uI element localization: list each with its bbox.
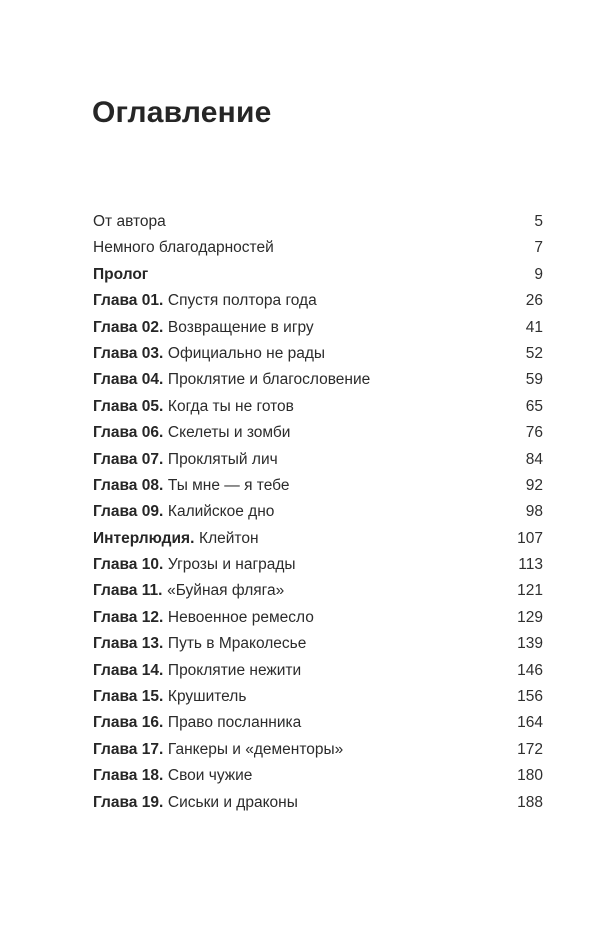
toc-entry-title: Калийское дно bbox=[167, 503, 275, 521]
toc-entry-title: Немного благодарностей bbox=[93, 239, 274, 257]
toc-entry-title: Угрозы и награды bbox=[167, 556, 296, 574]
toc-entry-prefix: Глава 07. bbox=[93, 450, 164, 468]
toc-entry-label bbox=[93, 578, 505, 604]
toc-entry-label bbox=[93, 235, 522, 261]
toc-entry bbox=[93, 235, 543, 261]
toc-entry-title: Путь в Мраколесье bbox=[167, 635, 307, 653]
toc-entry-prefix: Глава 16. bbox=[93, 714, 164, 732]
toc-entry-label bbox=[93, 605, 505, 631]
toc-entry-label bbox=[93, 394, 514, 420]
toc-entry-page-number: 9 bbox=[534, 265, 543, 283]
toc-entry-label bbox=[93, 684, 505, 710]
toc-entry bbox=[93, 315, 543, 341]
toc-entry-prefix: Глава 06. bbox=[93, 424, 164, 442]
toc-entry-page-number: 164 bbox=[517, 714, 543, 732]
toc-entry-title: Спустя полтора года bbox=[167, 292, 317, 310]
toc-entry-page-number: 76 bbox=[525, 424, 543, 442]
toc-entry-title: Проклятие и благословение bbox=[167, 371, 371, 389]
toc-entry-label bbox=[93, 499, 514, 525]
toc-entry-prefix: Глава 15. bbox=[93, 688, 164, 706]
toc-entry-prefix: Глава 04. bbox=[93, 371, 164, 389]
toc-entry-page-number: 59 bbox=[525, 371, 543, 389]
toc-entry-prefix: Глава 13. bbox=[93, 635, 164, 653]
toc-entry-label bbox=[93, 658, 505, 684]
toc-entry bbox=[93, 605, 543, 631]
toc-entry-title: Крушитель bbox=[167, 688, 247, 706]
toc-entry-label bbox=[93, 447, 514, 473]
toc-entry-label bbox=[93, 473, 514, 499]
toc-entry-page-number: 84 bbox=[525, 450, 543, 468]
toc-entry-page-number: 5 bbox=[534, 213, 543, 230]
toc-entry-page-number: 92 bbox=[525, 476, 543, 494]
toc-entry-prefix: Глава 01. bbox=[93, 292, 164, 310]
toc-entry-title: Скелеты и зомби bbox=[167, 424, 291, 442]
toc-entry bbox=[93, 737, 543, 763]
toc-entry-page-number: 98 bbox=[525, 503, 543, 521]
toc-entry bbox=[93, 447, 543, 473]
toc-entry-prefix: Глава 17. bbox=[93, 740, 164, 758]
toc-entry-title: Свои чужие bbox=[167, 767, 253, 785]
toc-entry-label bbox=[93, 288, 514, 314]
toc-entry-prefix: Глава 19. bbox=[93, 793, 164, 811]
toc-entry-prefix: Глава 12. bbox=[93, 608, 164, 626]
toc-entry bbox=[93, 578, 543, 604]
toc-entry bbox=[93, 420, 543, 446]
toc-entry-title: Возвращение в игру bbox=[167, 318, 314, 336]
toc-entry bbox=[93, 499, 543, 525]
toc-entry-prefix: Глава 14. bbox=[93, 661, 164, 679]
toc-entry-page-number: 41 bbox=[525, 318, 543, 336]
toc-list bbox=[93, 209, 543, 816]
toc-entry-label bbox=[93, 526, 505, 552]
toc-entry-title: «Буйная фляга» bbox=[167, 582, 285, 600]
toc-entry-page-number: 139 bbox=[517, 635, 543, 653]
toc-entry-page-number: 52 bbox=[525, 344, 543, 362]
toc-entry-page-number: 188 bbox=[517, 793, 543, 811]
toc-entry-prefix: Глава 05. bbox=[93, 397, 164, 415]
toc-entry-label bbox=[93, 420, 514, 446]
toc-entry-label bbox=[93, 790, 505, 816]
toc-entry-page-number: 146 bbox=[517, 661, 543, 679]
toc-entry-prefix: Пролог bbox=[93, 265, 149, 283]
toc-entry-prefix: Глава 11. bbox=[93, 582, 163, 600]
toc-entry-label bbox=[93, 209, 522, 235]
toc-entry-label bbox=[93, 763, 505, 789]
toc-entry-title: Клейтон bbox=[199, 529, 259, 547]
toc-entry-page-number: 172 bbox=[517, 740, 543, 758]
toc-entry-label bbox=[93, 315, 514, 341]
toc-entry-title: Невоенное ремесло bbox=[167, 608, 314, 626]
toc-entry-label bbox=[93, 341, 514, 367]
toc-entry-page-number: 156 bbox=[517, 688, 543, 706]
toc-entry-prefix: Глава 10. bbox=[93, 556, 164, 574]
toc-entry-label bbox=[93, 737, 505, 763]
toc-entry-page-number: 113 bbox=[518, 556, 543, 574]
toc-entry-prefix: Интерлюдия. bbox=[93, 529, 195, 547]
toc-entry-page-number: 107 bbox=[517, 529, 543, 547]
toc-entry bbox=[93, 658, 543, 684]
toc-entry bbox=[93, 526, 543, 552]
toc-entry-title: Официально не рады bbox=[167, 344, 326, 362]
toc-entry-title: Проклятие нежити bbox=[167, 661, 302, 679]
toc-entry-label bbox=[93, 710, 505, 736]
toc-entry-page-number: 7 bbox=[534, 239, 543, 257]
toc-entry bbox=[93, 341, 543, 367]
toc-entry-page-number: 121 bbox=[517, 582, 543, 600]
toc-entry-page-number: 129 bbox=[517, 608, 543, 626]
toc-entry bbox=[93, 394, 543, 420]
toc-entry bbox=[93, 367, 543, 393]
toc-entry-page-number: 65 bbox=[525, 397, 543, 415]
toc-entry bbox=[93, 288, 543, 314]
toc-entry-title: Ганкеры и «дементоры» bbox=[167, 740, 344, 758]
toc-entry-title: Право посланника bbox=[167, 714, 302, 732]
toc-entry-prefix: Глава 18. bbox=[93, 767, 164, 785]
toc-entry-label bbox=[93, 367, 514, 393]
toc-entry-prefix: Глава 09. bbox=[93, 503, 164, 521]
toc-entry-label bbox=[93, 552, 506, 578]
toc-entry-prefix: Глава 08. bbox=[93, 476, 164, 494]
toc-entry-title: От автора bbox=[93, 213, 166, 230]
toc-entry-title: Когда ты не готов bbox=[167, 397, 294, 415]
toc-entry bbox=[93, 684, 543, 710]
toc-entry bbox=[93, 710, 543, 736]
toc-entry-page-number: 180 bbox=[517, 767, 543, 785]
toc-entry bbox=[93, 631, 543, 657]
toc-entry-title: Сиськи и драконы bbox=[167, 793, 298, 811]
toc-entry bbox=[93, 763, 543, 789]
toc-entry-title: Ты мне — я тебе bbox=[167, 476, 290, 494]
toc-entry bbox=[93, 552, 543, 578]
toc-entry-label bbox=[93, 631, 505, 657]
toc-entry bbox=[93, 262, 543, 288]
toc-entry-prefix: Глава 03. bbox=[93, 344, 164, 362]
page-title: Оглавление bbox=[92, 96, 272, 130]
toc-entry-prefix: Глава 02. bbox=[93, 318, 164, 336]
toc-entry bbox=[93, 790, 543, 816]
toc-entry bbox=[93, 473, 543, 499]
toc-entry-title: Проклятый лич bbox=[167, 450, 278, 468]
toc-entry bbox=[93, 209, 543, 235]
toc-entry-page-number: 26 bbox=[525, 292, 543, 310]
toc-entry-label bbox=[93, 262, 522, 288]
